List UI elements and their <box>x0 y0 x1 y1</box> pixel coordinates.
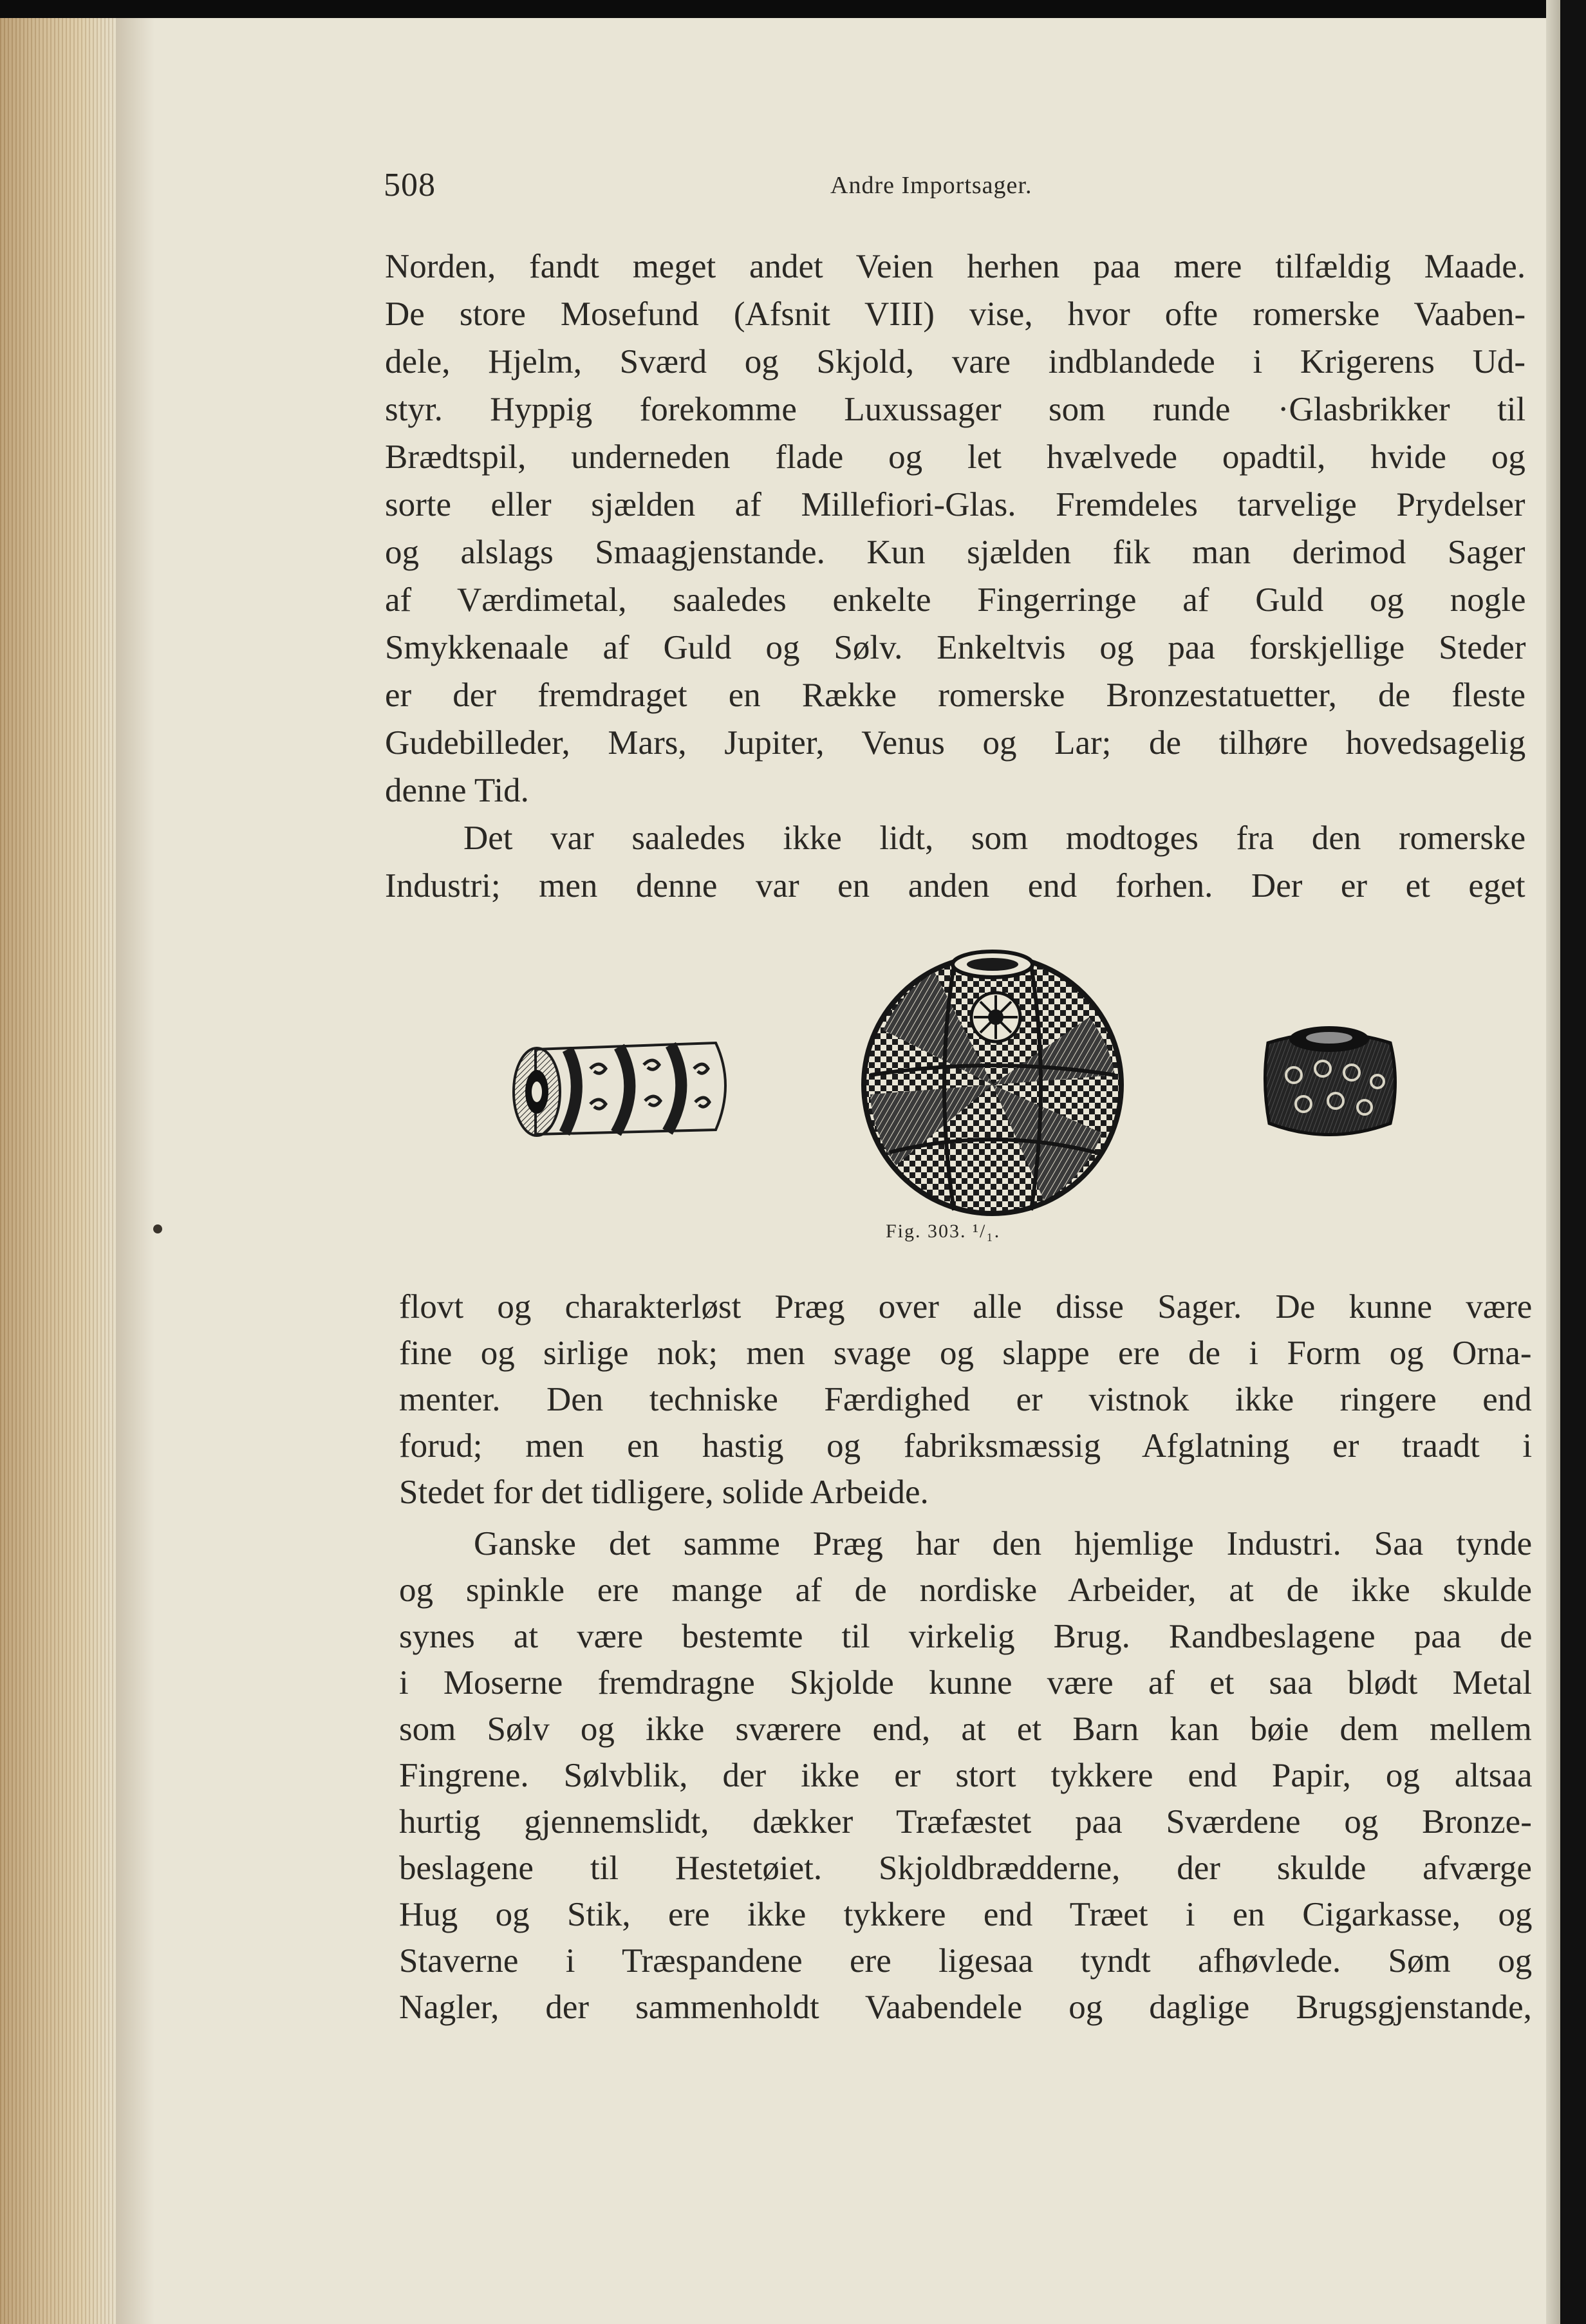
text-line: som Sølv og ikke sværere end, at et Barn kan bøie dem mellem <box>399 1710 1532 1748</box>
gutter-shadow <box>116 18 154 2324</box>
cylindrical-bead-illustration <box>510 1024 742 1146</box>
margin-mark <box>153 1224 162 1233</box>
page-number: 508 <box>384 167 436 203</box>
text-line: De store Mosefund (Afsnit VIII) vise, hvor ofte romerske Vaaben- <box>385 295 1526 333</box>
text-line: dele, Hjelm, Sværd og Skjold, vare indblandede i Krigerens Ud- <box>385 343 1525 380</box>
scan-top-border <box>0 0 1586 18</box>
text-line: er der fremdraget en Række romerske Bronzestatuetter, de fleste <box>385 677 1525 714</box>
figure-303 <box>502 946 1416 1230</box>
text-line: synes at være bestemte til virkelig Brug. Randbeslagene paa de <box>399 1618 1533 1655</box>
text-line: Stedet for det tidligere, solide Arbeide. <box>399 1474 929 1511</box>
text-line: af Værdimetal, saaledes enkelte Fingerringe af Guld og nogle <box>385 581 1526 619</box>
text-line: hurtig gjennemslidt, dækker Træfæstet paa Sværdene og Bronze- <box>399 1803 1532 1841</box>
text-line: Fingrene. Sølvblik, der ikke er stort tykkere end Papir, og altsaa <box>399 1757 1533 1794</box>
text-line: styr. Hyppig forekomme Luxussager som runde ·Glasbrikker til <box>385 391 1526 428</box>
text-line: Ganske det samme Præg har den hjemlige Industri. Saa tynde <box>474 1525 1533 1562</box>
small-glass-bead-illustration <box>1255 1017 1403 1146</box>
text-line: Nagler, der sammenholdt Vaabendele og daglige Brugsgjenstande, <box>399 1989 1532 2026</box>
text-line: Brædtspil, underneden flade og let hvælvede opadtil, hvide og <box>385 438 1525 476</box>
text-line: Hug og Stik, ere ikke tykkere end Træet i en Cigarkasse, og <box>399 1896 1533 1933</box>
text-line: Staverne i Træspandene ere ligesaa tyndt afhøvlede. Søm og <box>399 1942 1533 1980</box>
text-line: Smykkenaale af Guld og Sølv. Enkeltvis og paa forskjellige Steder <box>385 629 1526 666</box>
running-head: Andre Importsager. <box>830 172 1032 199</box>
text-line: fine og sirlige nok; men svage og slappe ere de i Form og Orna- <box>399 1335 1532 1372</box>
body-text-top <box>385 250 1525 906</box>
book-page-stack <box>0 18 116 2324</box>
text-line: denne Tid. <box>385 772 529 809</box>
text-line: Industri; men denne var en anden end forhen. Der er et eget <box>385 867 1525 904</box>
figure-caption: Fig. 303. ¹/₁. <box>886 1221 1001 1242</box>
text-line: forud; men en hastig og fabriksmæssig Afglatning er traadt i <box>399 1427 1533 1465</box>
text-line: Norden, fandt meget andet Veien herhen paa mere tilfældig Maade. <box>385 248 1526 285</box>
text-line: Det var saaledes ikke lidt, som modtoges fra den romerske <box>463 820 1526 857</box>
text-line: og alslags Smaagjenstande. Kun sjælden fik man derimod Sager <box>385 534 1525 571</box>
text-line: sorte eller sjælden af Millefiori-Glas. Fremdeles tarvelige Prydelser <box>385 486 1525 523</box>
body-text-bottom <box>399 1290 1532 2050</box>
text-line: Gudebilleder, Mars, Jupiter, Venus og Lar; de tilhøre hovedsagelig <box>385 724 1526 762</box>
text-line: menter. Den techniske Færdighed er vistnok ikke ringere end <box>399 1381 1532 1418</box>
scan-right-border <box>1560 0 1586 2324</box>
text-line: beslagene til Hestetøiet. Skjoldbrædderne, der skulde afværge <box>399 1850 1532 1887</box>
text-line: og spinkle ere mange af de nordiske Arbeider, at de ikke skulde <box>399 1571 1532 1609</box>
millefiori-ball-illustration <box>857 946 1128 1217</box>
text-line: i Moserne fremdragne Skjolde kunne være af et saa blødt Metal <box>399 1664 1533 1701</box>
text-line: flovt og charakterløst Præg over alle disse Sager. De kunne være <box>399 1288 1533 1326</box>
page-right-edge <box>1546 0 1560 2324</box>
